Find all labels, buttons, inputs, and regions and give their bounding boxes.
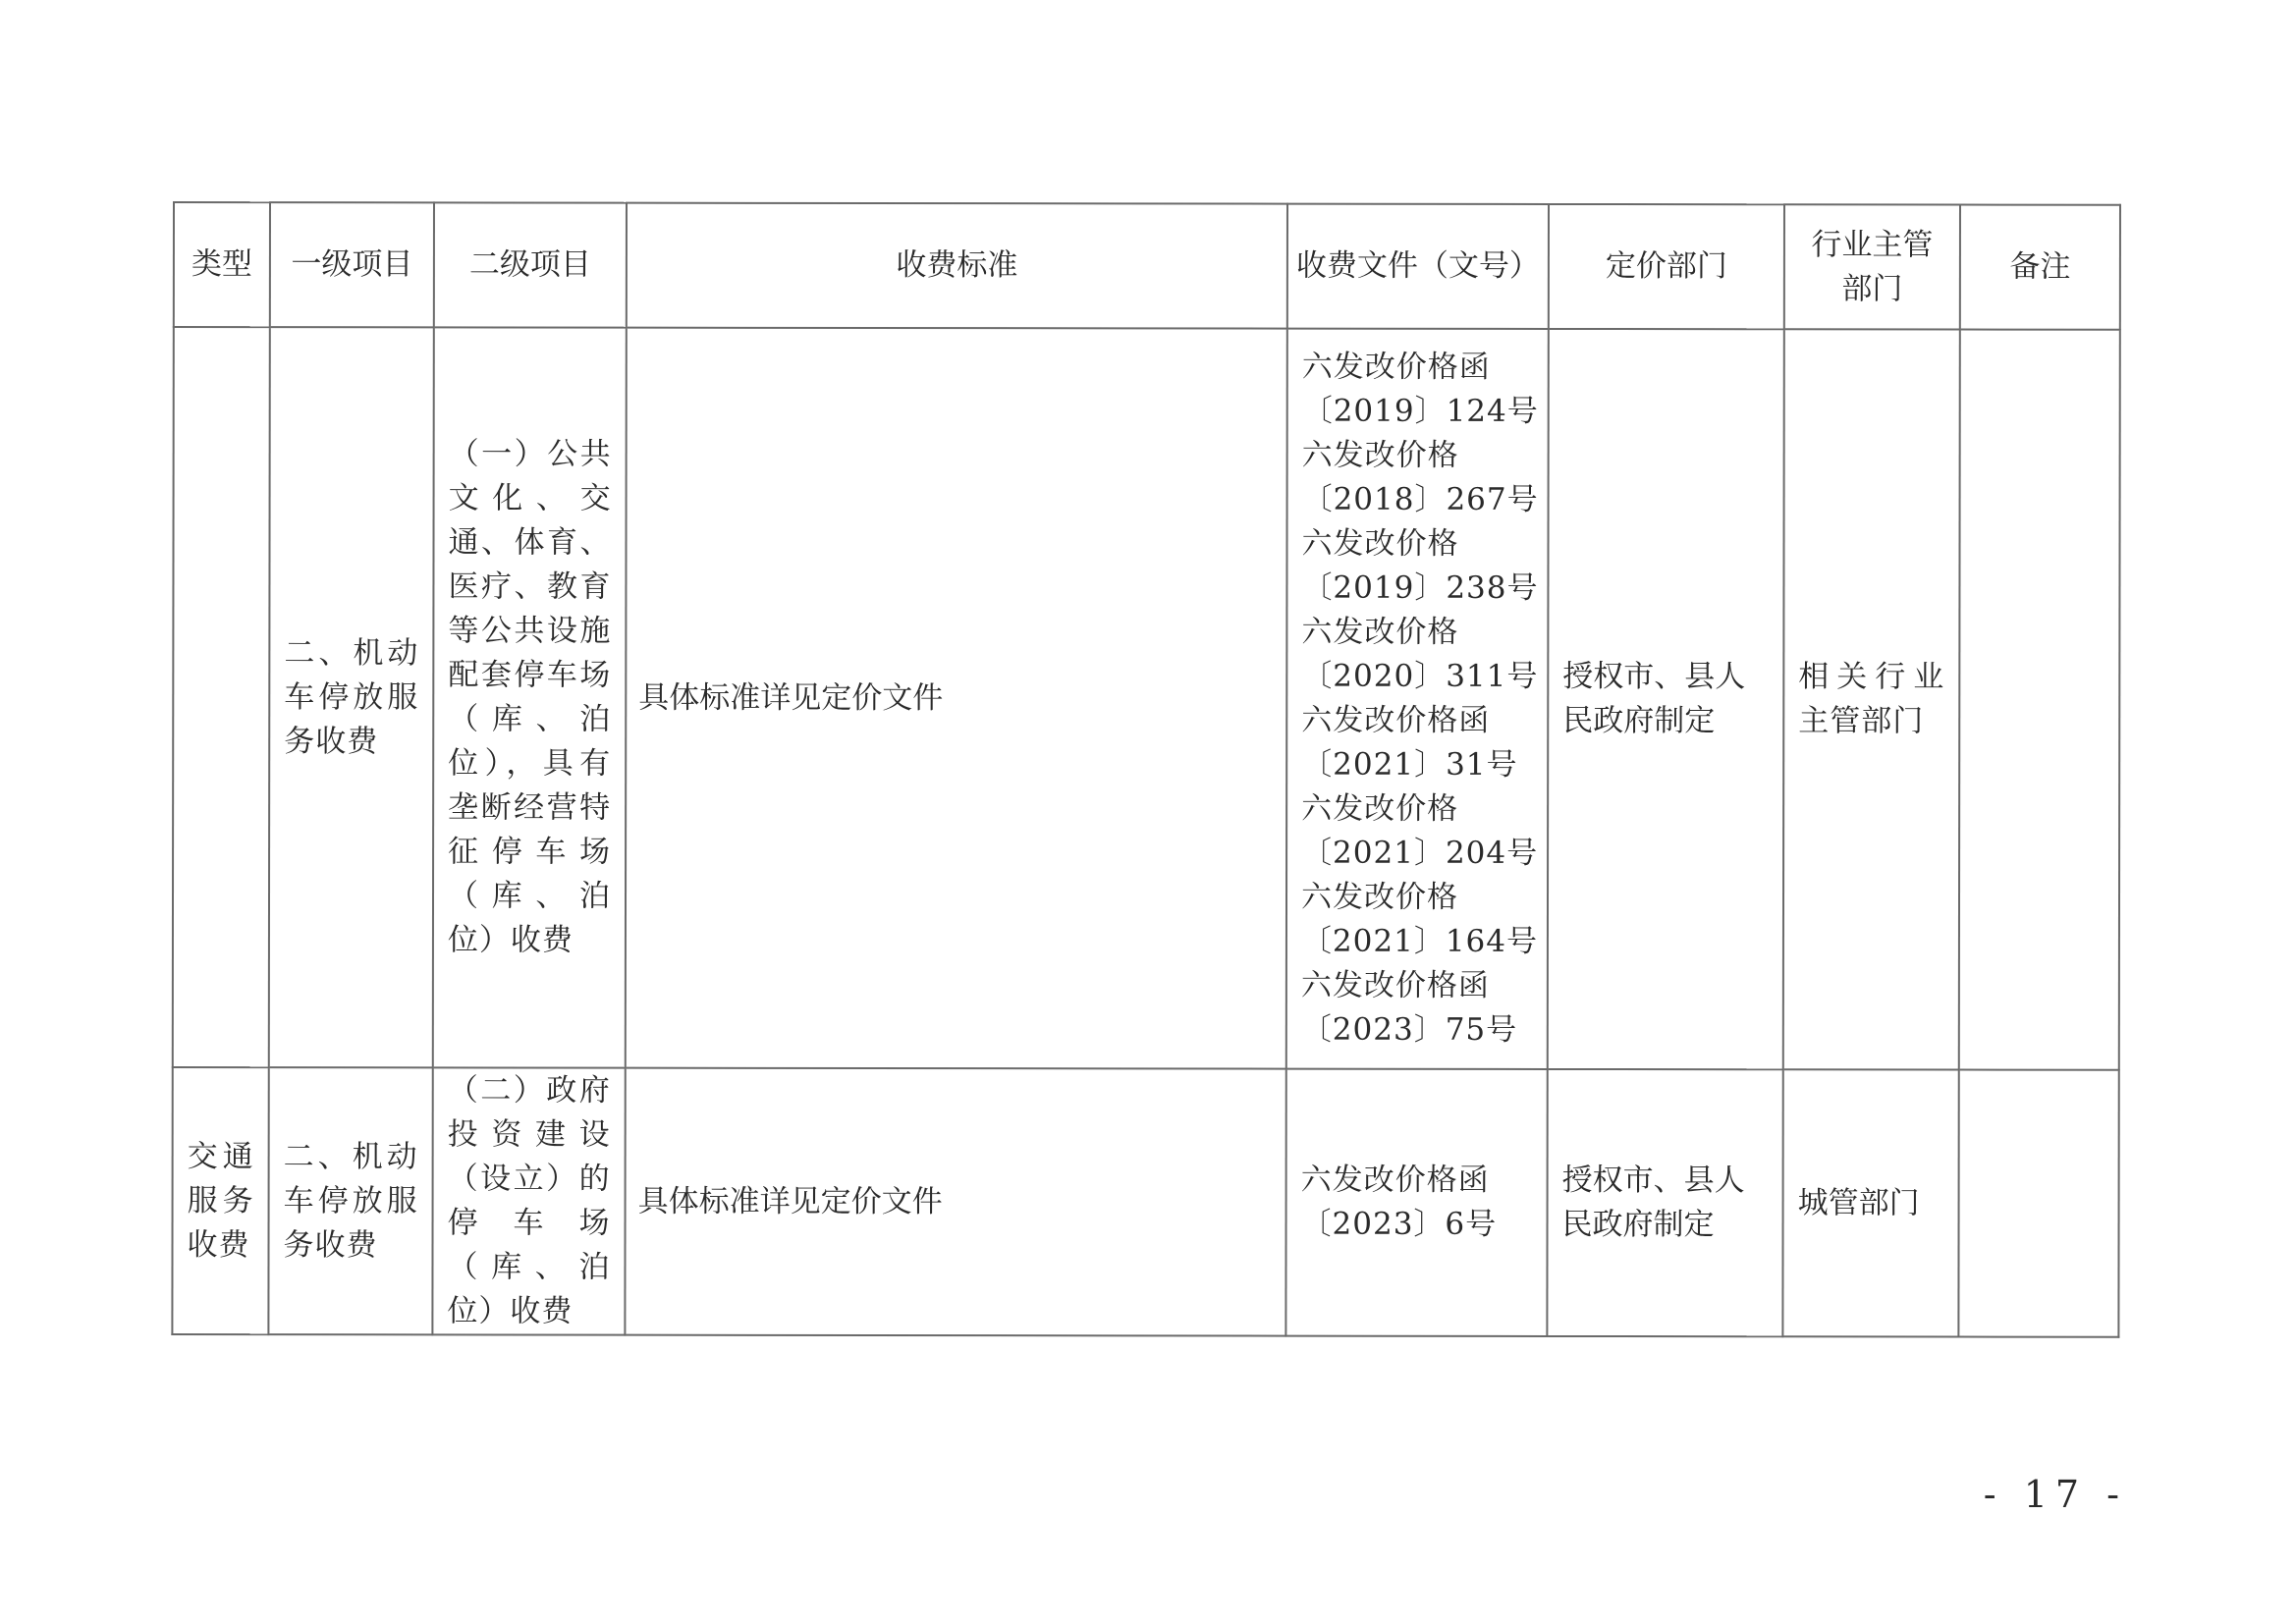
table-row: [172, 1067, 2118, 1337]
cell-remarks: [1959, 330, 2120, 1070]
cell-type: [172, 1067, 268, 1334]
cell-level2-text: （一）公共文化、交通、体育、医疗、教育等公共设施配套停车场（库、泊位），具有垄断经营特征停车场（库、泊位）收费: [447, 436, 612, 958]
file-line: 〔2021〕31号: [1301, 746, 1518, 783]
file-line: 〔2019〕238号: [1301, 569, 1539, 606]
header-type: 类型: [174, 202, 270, 327]
header-industry-dept-line1: 行业主管: [1811, 226, 1934, 263]
file-line: 六发改价格函: [1301, 349, 1491, 385]
cell-level2-text: （二）政府投资建设（设立）的停车场（库、泊位）收费: [447, 1072, 611, 1329]
cell-pricing-dept: 授权市、县人民政府制定: [1548, 329, 1784, 1069]
file-line: 〔2019〕124号: [1301, 393, 1539, 429]
header-file: 收费文件（文号）: [1287, 204, 1549, 329]
cell-file: [1285, 1069, 1547, 1336]
cell-standard: 具体标准详见定价文件: [626, 328, 1287, 1069]
header-standard: 收费标准: [627, 203, 1287, 329]
cell-remarks: [1958, 1070, 2118, 1337]
file-line: 六发改价格: [1301, 614, 1459, 650]
cell-level1-text: 二、机动车停放服务收费: [284, 634, 419, 759]
cell-industry-dept: [1783, 329, 1960, 1069]
fee-table: [171, 201, 2121, 1338]
file-line: 六发改价格: [1301, 525, 1459, 562]
cell-type: [173, 327, 270, 1067]
file-line: 六发改价格函: [1300, 967, 1490, 1003]
file-line: 六发改价格函: [1301, 702, 1491, 738]
header-level2: 二级项目: [434, 202, 627, 327]
page-number: - 17 -: [1983, 1473, 2127, 1516]
file-line: 〔2023〕6号: [1300, 1206, 1498, 1242]
header-level1: 一级项目: [270, 202, 434, 327]
cell-level2: [432, 1067, 625, 1334]
file-line: 〔2021〕204号: [1301, 835, 1539, 871]
table-header-row: [174, 202, 2120, 330]
file-line: 六发改价格函: [1300, 1162, 1490, 1198]
cell-level2: [433, 327, 627, 1067]
cell-level1-text: 二、机动车停放服务收费: [283, 1138, 418, 1263]
file-line: 〔2018〕267号: [1301, 481, 1539, 517]
header-industry-dept: [1784, 204, 1960, 329]
file-line: 〔2021〕164号: [1300, 923, 1539, 959]
header-industry-dept-line2: 部门: [1841, 270, 1903, 306]
cell-type-text: 交通服务收费: [187, 1138, 254, 1263]
file-line: 〔2020〕311号: [1301, 658, 1539, 694]
header-remarks: 备注: [1960, 205, 2120, 330]
file-line: 六发改价格: [1300, 879, 1459, 915]
file-line: 六发改价格: [1301, 790, 1459, 827]
file-line: 六发改价格: [1301, 437, 1459, 473]
cell-standard: 具体标准详见定价文件: [625, 1068, 1285, 1336]
cell-file: [1286, 329, 1549, 1069]
table-row: [173, 327, 2120, 1070]
cell-industry-dept: 城管部门: [1782, 1069, 1958, 1336]
cell-level1: [269, 327, 434, 1067]
cell-industry-dept-text: 相关行业主管部门: [1798, 659, 1945, 739]
cell-level1: [268, 1067, 432, 1334]
file-line: 〔2023〕75号: [1300, 1011, 1518, 1048]
header-pricing-dept: 定价部门: [1549, 204, 1784, 329]
cell-pricing-dept: 授权市、县人民政府制定: [1547, 1069, 1782, 1336]
